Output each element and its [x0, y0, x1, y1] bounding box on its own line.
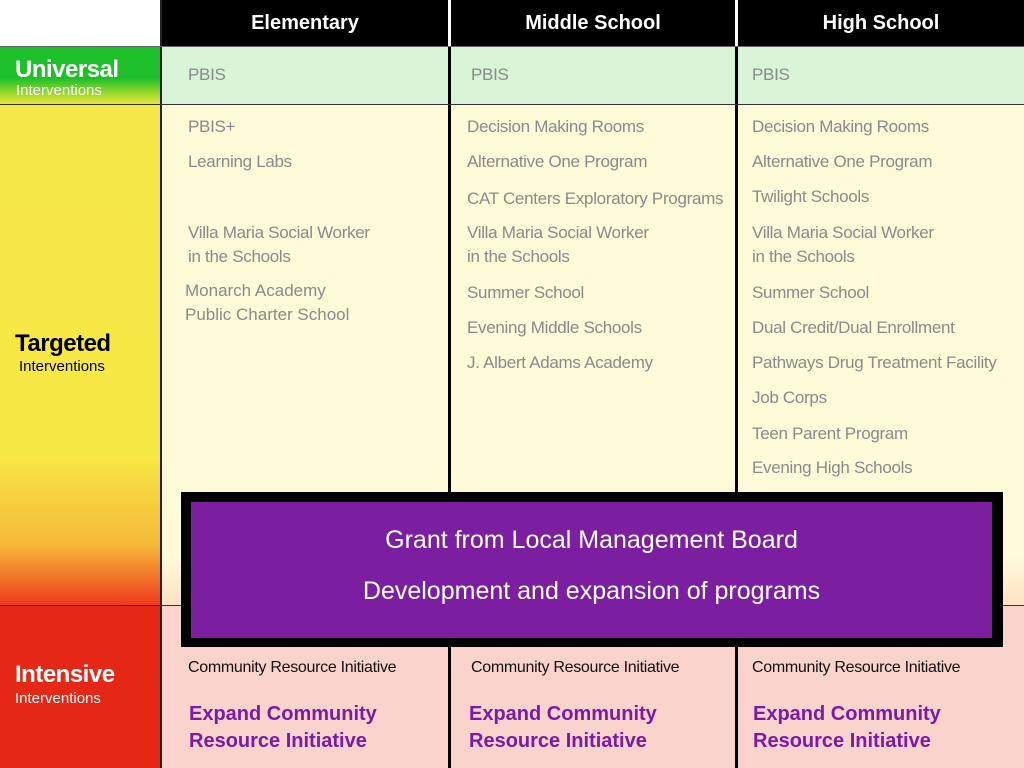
grid-line	[0, 104, 1024, 105]
list-item: in the Schools	[752, 247, 855, 266]
list-item: Summer School	[752, 283, 870, 302]
list-item: Alternative One Program	[752, 152, 933, 171]
grid-line	[448, 46, 451, 768]
list-item: Pathways Drug Treatment Facility	[752, 353, 997, 372]
list-item: Villa Maria Social Worker	[188, 223, 370, 242]
expand-cri-middle-line2: Resource Initiative	[469, 730, 647, 752]
grid-line	[735, 46, 738, 768]
tier-intensive-subtitle: Interventions	[15, 690, 101, 707]
header-divider	[448, 0, 451, 46]
tier-universal-title: Universal	[15, 56, 119, 83]
universal-middle-pbis: PBIS	[471, 65, 509, 84]
expand-cri-high-line1: Expand Community	[753, 703, 941, 725]
tier-targeted-title: Targeted	[15, 330, 111, 357]
header-corner	[0, 0, 160, 46]
cri-label-high: Community Resource Initiative	[752, 659, 961, 676]
list-item: Villa Maria Social Worker	[467, 223, 649, 242]
tier-universal-subtitle: Interventions	[16, 82, 102, 99]
tier-intensive-title: Intensive	[15, 661, 115, 688]
expand-cri-high-line2: Resource Initiative	[753, 730, 931, 752]
tier-targeted-subtitle: Interventions	[19, 358, 105, 375]
universal-band	[162, 46, 1024, 105]
list-item: J. Albert Adams Academy	[467, 353, 653, 372]
header-divider	[735, 0, 738, 46]
universal-elementary-pbis: PBIS	[188, 65, 226, 84]
list-item: in the Schools	[467, 247, 570, 266]
list-item: Dual Credit/Dual Enrollment	[752, 318, 955, 337]
tier-universal	[0, 46, 160, 105]
list-item: Decision Making Rooms	[752, 117, 929, 136]
grant-title: Grant from Local Management Board	[385, 526, 798, 554]
list-item: Summer School	[467, 283, 585, 302]
grant-box	[191, 502, 992, 638]
grant-subtitle: Development and expansion of programs	[362, 577, 821, 605]
list-item: Public Charter School	[185, 305, 350, 324]
list-item: Learning Labs	[188, 152, 292, 171]
list-item: Teen Parent Program	[752, 424, 908, 443]
list-item: Job Corps	[752, 388, 827, 407]
tier-targeted	[0, 105, 160, 605]
list-item: in the Schools	[188, 247, 291, 266]
column-header-middle: Middle School	[451, 0, 735, 46]
column-header-elementary: Elementary	[162, 0, 448, 46]
list-item: CAT Centers Exploratory Programs	[467, 189, 724, 208]
list-item: Monarch Academy	[185, 281, 326, 300]
expand-cri-elementary-line1: Expand Community	[189, 703, 377, 725]
list-item: Twilight Schools	[752, 187, 870, 206]
universal-high-pbis: PBIS	[752, 65, 790, 84]
list-item: Villa Maria Social Worker	[752, 223, 934, 242]
list-item: Evening High Schools	[752, 458, 913, 477]
grid-line	[160, 0, 162, 768]
tier-intensive	[0, 605, 160, 768]
list-item: Alternative One Program	[467, 152, 648, 171]
cri-label-middle: Community Resource Initiative	[471, 659, 680, 676]
expand-cri-middle-line1: Expand Community	[469, 703, 657, 725]
list-item: PBIS+	[188, 117, 236, 136]
expand-cri-elementary-line2: Resource Initiative	[189, 730, 367, 752]
list-item: Evening Middle Schools	[467, 318, 642, 337]
column-header-high: High School	[738, 0, 1024, 46]
grid-line	[0, 46, 1024, 47]
list-item: Decision Making Rooms	[467, 117, 644, 136]
cri-label-elementary: Community Resource Initiative	[188, 659, 397, 676]
